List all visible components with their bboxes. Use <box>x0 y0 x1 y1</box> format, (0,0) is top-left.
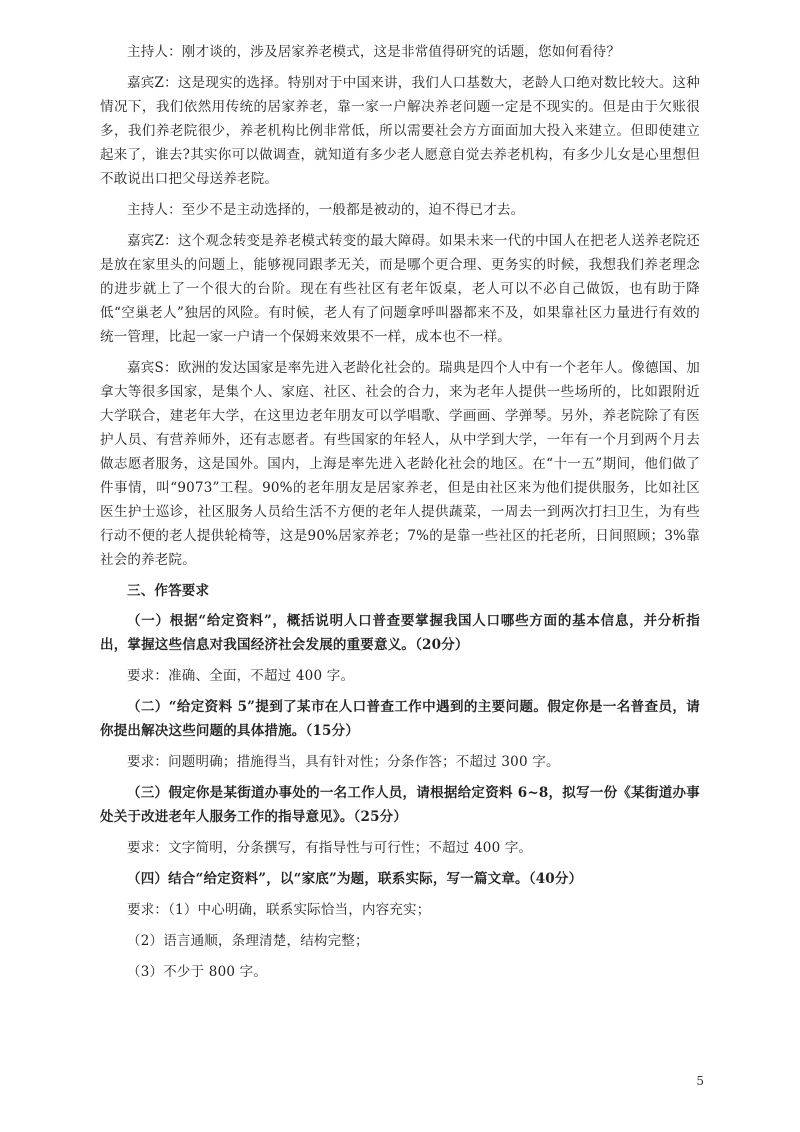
question-title: （三）假定你是某街道办事处的一名工作人员，请根据给定资料 6~8，拟写一份《某街道办事处关于改进老年人服务工作的指导意见》。（25分） <box>100 785 700 825</box>
requirement-item: （2）语言通顺，条理清楚，结构完整； <box>127 933 369 949</box>
question-requirement: 要求：（1）中心明确，联系实际恰当，内容充实； <box>127 902 431 918</box>
dialogue-paragraph: 嘉宾Z：这是现实的选择。特别对于中国来讲，我们人口基数大，老龄人口绝对数比较大。这种情况下，我们依然用传统的居家养老，靠一家一户解决养老问题一定是不现实的。但是由于欠账很多，我们养老院很少，养老机构比例非常低，所以需要社会方方面面加大投入来建立。但即使建立起来了，谁去?其实你可以做调查，就知道有多少老人愿意自觉去养老机构，有多少儿女是心里想但不敢说出口把父母送养老院。 <box>100 75 700 187</box>
question-requirement: 要求：文字简明，分条撰写，有指导性与可行性；不超过 400 字。 <box>127 840 533 856</box>
dialogue-paragraph: 嘉宾Z：这个观念转变是养老模式转变的最大障碍。如果未来一代的中国人在把老人送养老院还是放在家里头的问题上，能够视同跟孝无关，而是哪个更合理、更务实的时候，我想我们养老理念的进步就上了一个很大的台阶。现在有些社区有老年饭桌，老人可以不必自己做饭，也有助于降低“空巢老人”独居的风险。有时候，老人有了问题拿呼叫器都来不及，如果靠社区力量进行有效的统一管理，比起一家一户请一个保姆来效果不一样，成本也不一样。 <box>100 233 700 345</box>
question-title: （一）根据“给定资料”，概括说明人口普查要掌握我国人口哪些方面的基本信息，并分析指出，掌握这些信息对我国经济社会发展的重要意义。（20分） <box>100 613 700 653</box>
dialogue-paragraph: 主持人：刚才谈的，涉及居家养老模式，这是非常值得研究的话题，您如何看待？ <box>127 44 621 60</box>
dialogue-paragraph: 嘉宾S：欧洲的发达国家是率先进入老龄化社会的。瑞典是四个人中有一个老年人。像德国、加拿大等很多国家，是集个人、家庭、社区、社会的合力，来为老年人提供一些场所的，比如跟附近大学联合，建老年大学，在这里边老年朋友可以学唱歌、学画画、学弹琴。另外，养老院除了有医护人员、有营养师外，还有志愿者。有些国家的年轻人，从中学到大学，一年有一个月到两个月去做志愿者服务，这是国外。国内，上海是率先进入老龄化社会的地区。在“十一五”期间，他们做了件事情，叫“9073”工程。90%的老年朋友是居家养老，但是由社区来为他们提供服务，比如社区医生护士巡诊，社区服务人员给生活不方便的老年人提供蔬菜，一周去一到两次打扫卫生，为有些行动不便的老人提供轮椅等，这是90%居家养老；7%的是靠一些社区的托老所，日间照顾；3%靠社会的养老院。 <box>100 360 700 568</box>
question-title: （四）结合“给定资料”，以“家底”为题，联系实际，写一篇文章。（40分） <box>127 871 583 887</box>
requirement-item: （3）不少于 800 字。 <box>127 964 268 980</box>
page-content <box>100 40 700 991</box>
question-requirement: 要求：准确、全面，不超过 400 字。 <box>127 668 355 684</box>
dialogue-paragraph: 主持人：至少不是主动选择的，一般都是被动的，迫不得已才去。 <box>127 202 525 218</box>
page-number: 5 <box>696 1074 704 1088</box>
question-requirement: 要求：问题明确；措施得当，具有针对性；分条作答；不超过 300 字。 <box>127 754 560 770</box>
section-heading: 三、作答要求 <box>127 583 210 599</box>
question-title: （二）“给定资料 5”提到了某市在人口普查工作中遇到的主要问题。假定你是一名普查员，请你提出解决这些问题的具体措施。（15分） <box>100 699 700 739</box>
